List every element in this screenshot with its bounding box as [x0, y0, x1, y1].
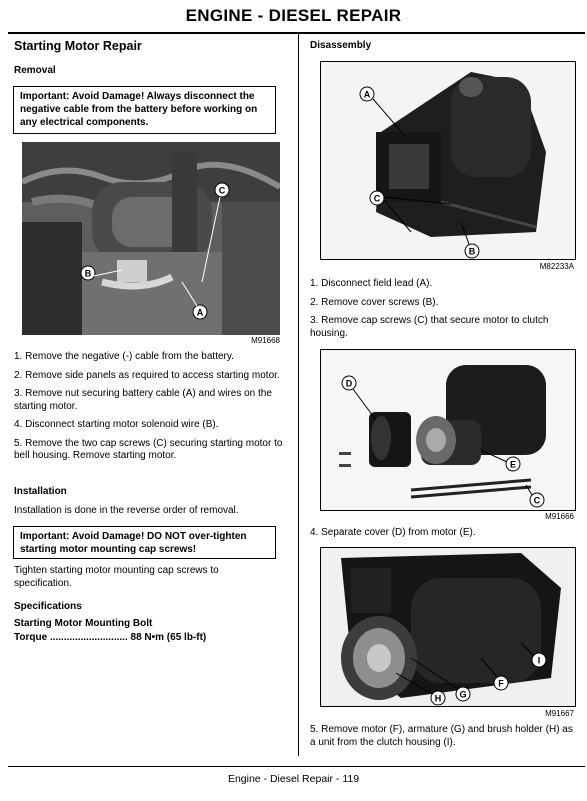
page-footer: Engine - Diesel Repair - 119	[227, 773, 360, 785]
callout-e: E	[509, 459, 517, 470]
photo-motor-removed-image	[321, 548, 575, 706]
disassembly-step-1: 1. Disconnect field lead (A).	[310, 278, 433, 289]
photo-cover-separated-image	[321, 350, 575, 510]
column-divider	[298, 34, 299, 756]
spec-torque-line	[14, 632, 299, 643]
important-notice-2-text: Important: Avoid Damage! DO NOT over-tighten starting motor mounting cap screws!	[20, 531, 247, 555]
tighten-text: Tighten starting motor mounting cap screws to specification.	[14, 565, 219, 589]
removal-heading: Removal	[14, 65, 56, 76]
disassembly-step-5: 5. Remove motor (F), armature (G) and brush holder (H) as a unit from the clutch housing (I).	[310, 724, 573, 748]
callout-a-2: A	[363, 89, 371, 100]
section-title: Starting Motor Repair	[14, 39, 142, 53]
figure-code-2: M82233A	[539, 262, 574, 271]
removal-step-2: 2. Remove side panels as required to access starting motor.	[14, 369, 280, 381]
important-notice-1-text: Important: Avoid Damage! Always disconnect the negative cable from the battery before working on any electrical components.	[20, 91, 258, 128]
disassembly-heading: Disassembly	[310, 40, 372, 51]
figure-code-3: M91666	[545, 512, 574, 521]
removal-steps	[14, 351, 292, 469]
photo-starter-removed	[320, 61, 576, 260]
spec-value: 88 N•m (65 lb-ft)	[130, 632, 207, 643]
disassembly-steps-a	[310, 278, 578, 346]
installation-heading: Installation	[14, 486, 67, 497]
removal-step-4: 4. Disconnect starting motor solenoid wire (B).	[14, 419, 219, 430]
installation-text: Installation is done in the reverse order of removal.	[14, 505, 239, 516]
callout-c-2: C	[373, 193, 381, 204]
callout-d: D	[345, 378, 353, 389]
figure-code-4: M91667	[545, 709, 574, 718]
callout-f: F	[498, 678, 504, 689]
important-notice-1	[13, 86, 276, 134]
figure-code-1: M91668	[251, 336, 280, 345]
spec-title: Starting Motor Mounting Bolt	[14, 618, 153, 629]
photo-starter-installed-image	[22, 142, 280, 335]
spec-label: Torque	[14, 632, 48, 643]
photo-cover-separated	[320, 349, 576, 511]
disassembly-step-3: 3. Remove cap screws (C) that secure motor to clutch housing.	[310, 315, 549, 339]
callout-g: G	[459, 689, 467, 700]
callout-c-3: C	[533, 495, 541, 506]
callout-i: I	[537, 655, 541, 666]
disassembly-step-2: 2. Remove cover screws (B).	[310, 296, 439, 308]
callout-b-2: B	[468, 246, 476, 257]
page-header-title: ENGINE - DIESEL REPAIR	[185, 6, 402, 25]
spec-dots: ............................	[49, 632, 128, 643]
disassembly-step-4: 4. Separate cover (D) from motor (E).	[310, 527, 476, 538]
callout-h: H	[434, 693, 442, 704]
photo-motor-removed	[320, 547, 576, 707]
important-notice-2	[13, 526, 276, 559]
photo-starter-installed	[22, 142, 280, 335]
photo-starter-removed-image	[321, 62, 575, 259]
removal-step-1: 1. Remove the negative (-) cable from the battery.	[14, 351, 234, 362]
callout-c: C	[218, 185, 226, 196]
removal-step-3: 3. Remove nut securing battery cable (A) and wires on the starting motor.	[14, 388, 272, 412]
removal-step-5: 5. Remove the two cap screws (C) securing starting motor to bell housing. Remove starting motor.	[14, 437, 283, 461]
specifications-heading: Specifications	[14, 601, 82, 612]
header-rule	[8, 32, 585, 34]
callout-a: A	[196, 307, 204, 318]
callout-b: B	[84, 268, 92, 279]
footer-rule	[8, 766, 585, 767]
